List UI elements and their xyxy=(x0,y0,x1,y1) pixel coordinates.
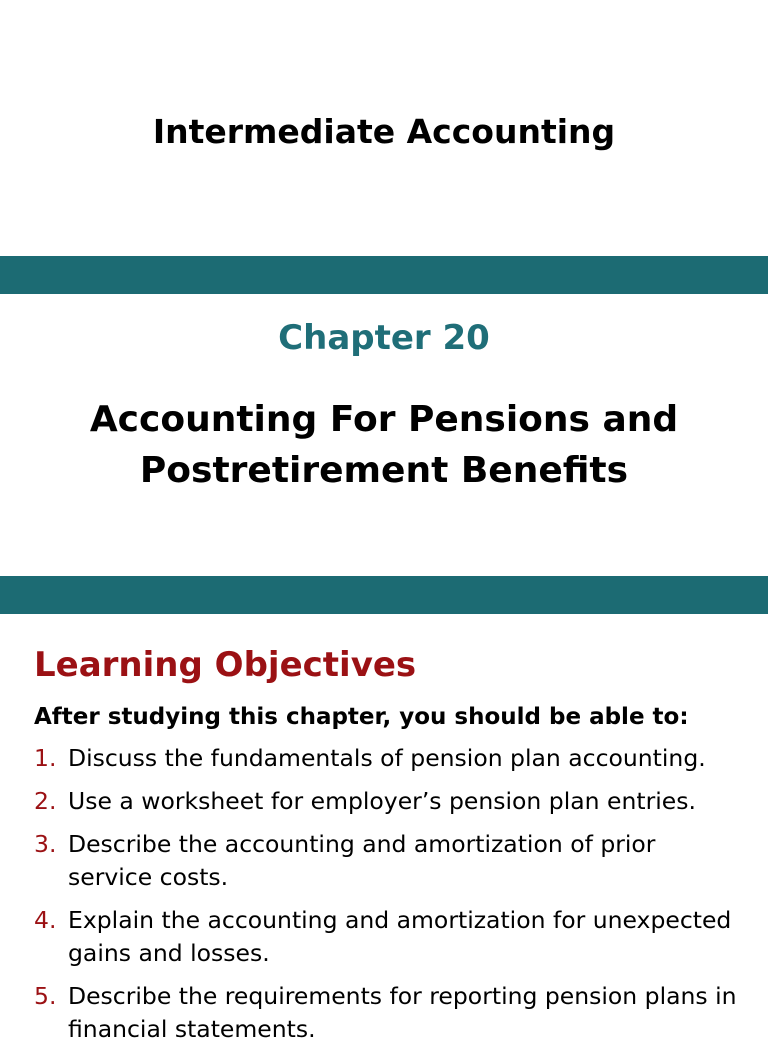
learning-objective-item xyxy=(34,828,746,894)
chapter-title-line-1: Accounting For Pensions and xyxy=(89,399,679,440)
top-divider-band xyxy=(0,256,768,294)
course-title: Intermediate Accounting xyxy=(152,112,616,151)
learning-objectives-heading: Learning Objectives xyxy=(34,645,417,685)
learning-objective-item xyxy=(34,980,746,1046)
learning-objective-item xyxy=(34,904,746,970)
objective-number: 4. xyxy=(34,906,57,934)
learning-objective-item xyxy=(34,742,746,775)
chapter-title xyxy=(40,394,728,496)
learning-objectives-intro: After studying this chapter, you should be able to: xyxy=(34,704,689,730)
objective-number: 2. xyxy=(34,787,57,815)
chapter-label: Chapter 20 xyxy=(278,318,490,358)
objective-number: 3. xyxy=(34,830,57,858)
objective-text: Discuss the fundamentals of pension plan accounting. xyxy=(68,744,706,772)
objective-text: Describe the requirements for reporting pension plans in financial statements. xyxy=(68,982,737,1043)
learning-objectives-list xyxy=(34,742,746,1056)
objective-number: 5. xyxy=(34,982,57,1010)
objective-text: Describe the accounting and amortization of prior service costs. xyxy=(68,830,656,891)
objective-number: 1. xyxy=(34,744,57,772)
bottom-divider-band xyxy=(0,576,768,614)
objective-text: Explain the accounting and amortization for unexpected gains and losses. xyxy=(68,906,732,967)
objective-text: Use a worksheet for employer’s pension plan entries. xyxy=(68,787,696,815)
learning-objective-item xyxy=(34,785,746,818)
chapter-title-line-2: Postretirement Benefits xyxy=(139,450,629,491)
